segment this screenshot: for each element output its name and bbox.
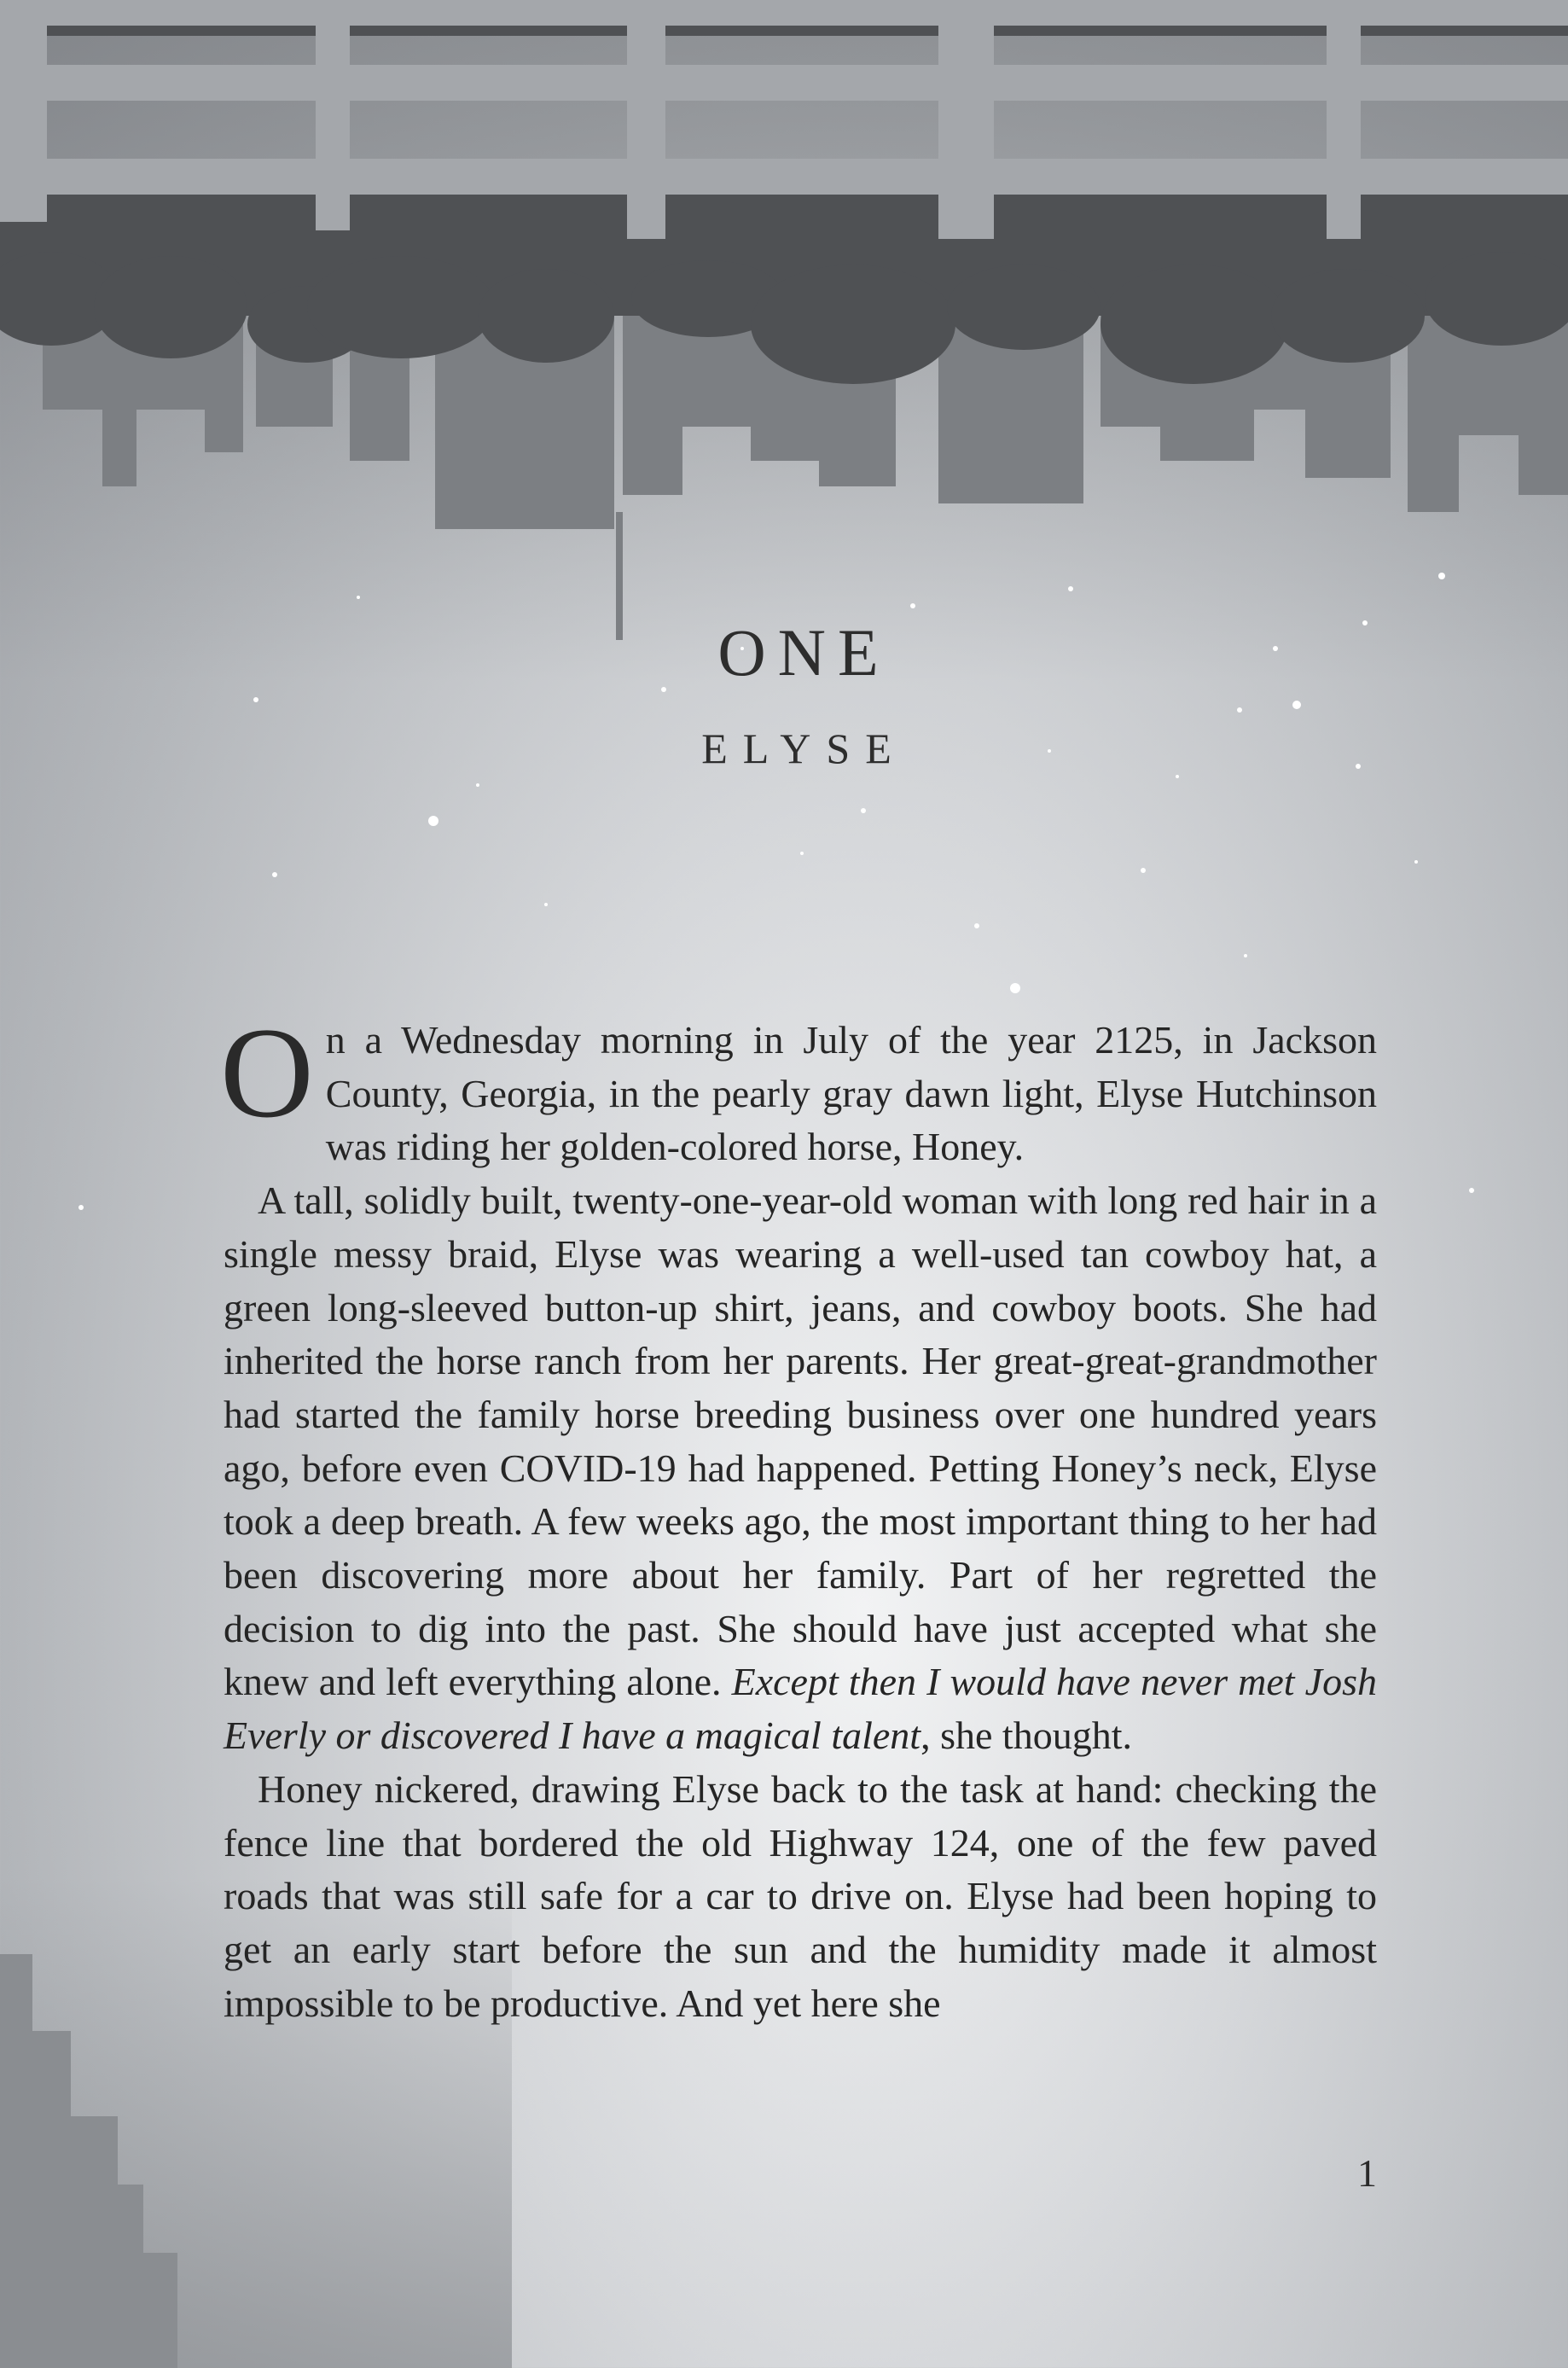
chapter-subtitle: ELYSE	[701, 724, 907, 772]
paragraph-2-text-end: , she thought.	[920, 1713, 1132, 1758]
paragraph-2-text-start: A tall, solidly built, twenty-one-year-old woman with long red hair in a single messy braid, Elyse was wearing a well-used tan cowboy hat, a green long-sleeved button-up shirt, jeans, and cowboy boots. She had inherited the horse ranch from her parents. Her great-great-grandmother had started the family horse breeding business over one hundred years ago, before even COVID-19 had happened. Petting Honey’s neck, Elyse took a deep breath. A few weeks ago, the most important thing to her had been discovering more about her family. Part of her regretted the decision to dig into the past. She should have just accepted what she knew and left everything alone.	[224, 1178, 1377, 1704]
paragraph-3	[224, 1763, 1377, 2031]
chapter-body	[220, 1001, 1377, 2030]
paragraph-1-text: n a Wednesday morning in July of the year 2125, in Jackson County, Georgia, in the pearly gray dawn light, Elyse Hutchinson was riding her golden-colored horse, Honey.	[325, 1018, 1377, 1169]
drop-cap: O	[220, 1001, 314, 1144]
paragraph-3-text: Honey nickered, drawing Elyse back to the task at hand: checking the fence line that bordered the old Highway 124, one of the few paved roads that was still safe for a car to drive on. Elyse had been hoping to get an early start before the sun and the humidity made it almost impossible to be productive. And yet here she	[224, 1766, 1377, 2025]
paragraph-1	[220, 1001, 1377, 1174]
paragraph-2	[224, 1174, 1377, 1763]
paragraph-2-italic-thought: Except then I would have never met Josh Everly or discovered I have a magical talent	[224, 1660, 1377, 1758]
page-number: 1	[1357, 2151, 1377, 2195]
chapter-number: ONE	[717, 615, 891, 689]
